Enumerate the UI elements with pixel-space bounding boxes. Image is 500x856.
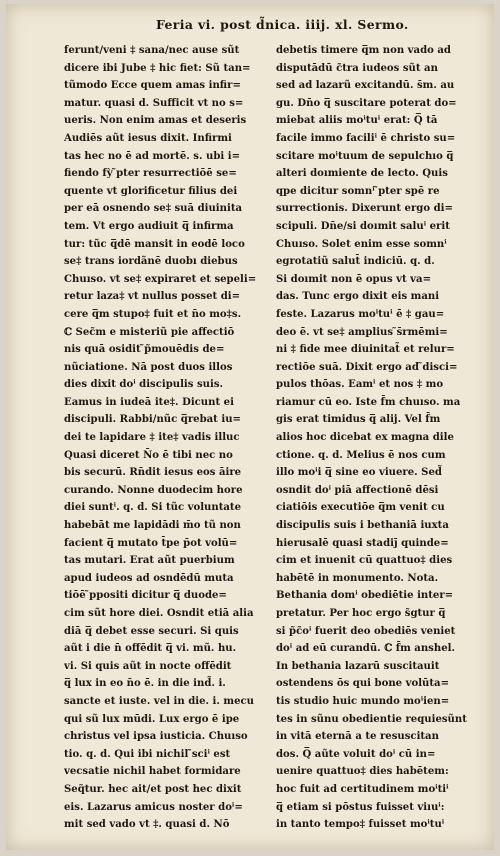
text-line: christus vel ipsa iusticia. Chuıso bbox=[64, 731, 248, 743]
text-line: tas mutari. Erat aũt puerbium bbox=[64, 555, 235, 567]
text-line: ueris. Non enim amas et deseris bbox=[64, 115, 247, 127]
text-line: nũciatione. Nā post duos illos bbox=[64, 361, 233, 373]
text-line: fiendo fỳ ̃pter resurrectiōē se= bbox=[64, 168, 237, 180]
text-line: rectiōe suā. Dixit ergo ad ̃disci= bbox=[276, 361, 458, 373]
text-line: q̅ etiam si pōstus fuisset viıuⁱ: bbox=[276, 801, 445, 813]
text-line: tio. q. d. Qui ibi nichil ̃sciⁱ est bbox=[64, 748, 231, 760]
text-line: pulos thōas. Eamⁱ et nos ‡ mo bbox=[276, 379, 444, 391]
text-line: q̅ lux in eo n̄o ē. in die ind̃. i. bbox=[64, 678, 226, 690]
text-line: ℂ Sec̃m e misteriũ pie affectiō bbox=[64, 326, 235, 338]
text-line: habētē in monumento. Nota. bbox=[276, 572, 439, 584]
text-line: diei suntⁱ. q. d. Si tũc voluntate bbox=[64, 502, 241, 514]
text-line: discipuli. Rabbi/nũc q̅rebat iu= bbox=[64, 414, 241, 426]
text-line: tiōē ̃ppositi dicitur q̅ duode= bbox=[64, 590, 227, 602]
text-line: dei te lapidare ‡ ite‡ vadis illuc bbox=[64, 432, 240, 444]
text-line: cim sũt hore diei. Osndit etiā alia bbox=[64, 608, 254, 619]
text-line: tũmodo Ecce quem amas infir= bbox=[64, 80, 241, 92]
text-line: Bethania domⁱ obediētie inter= bbox=[276, 590, 454, 602]
text-line: debetis timere q̅m non vado ad bbox=[276, 45, 451, 56]
text-line: tis studio huic mundo moⁱien= bbox=[276, 695, 450, 707]
text-line: disputādū c̃tra iudeos sũt an bbox=[276, 62, 438, 74]
text-line: bis securū. Rn̄dit iesus eos āire bbox=[64, 467, 242, 479]
text-line: Seq̃tur. hec ait/et post hec dixit bbox=[64, 783, 242, 795]
text-line: Quasi diceret N̄o ē tibi nec no bbox=[64, 449, 233, 461]
text-line: ostendens ōs qui bone volūta= bbox=[276, 678, 450, 690]
text-line: tur: tũc q̅dē mansit in eodē loco bbox=[64, 238, 245, 250]
text-line: tes in sũnu obedientie requiesũnt bbox=[276, 713, 467, 725]
text-line: mit sed vado vt ‡. quasi d. Nō bbox=[64, 819, 230, 831]
text-line: discipulis suis i bethaniā iuxta bbox=[276, 520, 449, 532]
text-line: Chuıso. Solet enim esse somnⁱ bbox=[276, 238, 447, 250]
text-line: quente vt glorificetur filius dei bbox=[64, 185, 238, 197]
text-line: cim et inuenit cū quattuo‡ dies bbox=[276, 555, 453, 567]
text-line: aũt i die n̄ offēdit q̅ vi. mũ. hu. bbox=[64, 643, 237, 655]
text-line: Chuıso. vt se‡ expiraret et sepeli= bbox=[64, 273, 257, 285]
text-line: nis quā osidit ̃p̃mouēdis de= bbox=[64, 344, 225, 356]
text-line: Eamus in iudeā ite‡. Dicunt ei bbox=[64, 396, 234, 408]
book-page bbox=[6, 4, 494, 850]
right-text-column bbox=[276, 42, 474, 834]
text-line: se‡ trans iordãnē duobı diebus bbox=[64, 256, 238, 268]
running-header: Feria vi. post d̃nica. iiij. xl. Sermo. bbox=[156, 17, 409, 32]
text-line: si p̃c̃oⁱ fuerit deo obediēs veniet bbox=[276, 625, 456, 637]
text-line: facile immo faciliⁱ ē christo su= bbox=[276, 132, 456, 144]
text-line: egrotatiũ salut̄ indiciū. q. d. bbox=[276, 256, 435, 268]
text-line: eis. Lazarus amicus noster doⁱ= bbox=[64, 801, 243, 813]
text-line: ciatiōis executiōe q̅m venit cu bbox=[276, 502, 445, 514]
text-line: scipuli. Dn̄e/si doımit saluⁱ erit bbox=[276, 220, 450, 232]
text-line: osndit doⁱ piā affectionē dēsi bbox=[276, 484, 439, 496]
text-line: dies dixit doⁱ discipulis suis. bbox=[64, 379, 224, 391]
text-line: cere q̅m stupo‡ fuit et n̄o mo‡s. bbox=[64, 308, 242, 320]
text-line: sed ad lazarũ excitandū. s̄m. au bbox=[276, 80, 455, 92]
text-line: uenire quattuo‡ dies habētem: bbox=[276, 766, 449, 778]
text-line: diā q̅ debet esse securi. Si quis bbox=[64, 625, 239, 637]
text-line: gis erat timidus q̅ alij. Vel f̄m bbox=[276, 414, 441, 426]
text-line: qui sũ lux mūdi. Lux ergo ē ipe bbox=[64, 713, 240, 725]
text-line: riamur cū eo. Iste f̄m chuıso. ma bbox=[276, 396, 461, 408]
text-line: Si doımit non ē opus vt va= bbox=[276, 273, 432, 285]
text-line: facient q̅ mutato t̄pe p̄ot volū= bbox=[64, 537, 238, 549]
text-line: apud iudeos ad osndēdū muta bbox=[64, 572, 234, 584]
text-line: vecsatie nichil habet formidare bbox=[64, 766, 241, 778]
text-line: feste. Lazarus moⁱtuⁱ ē ‡ gau= bbox=[276, 308, 445, 320]
text-line: miebat aliis moⁱtuⁱ erat: Q̅ tā bbox=[276, 115, 438, 127]
text-line: tem. Vt ergo audiuit q̅ infirma bbox=[64, 220, 234, 232]
text-line: dicere ibi Jube ‡ hic fiet: Sũ tan= bbox=[64, 62, 251, 74]
text-line: hierusalē quasi stadij̄ quinde= bbox=[276, 537, 449, 549]
text-line: Audiēs aũt iesus dixit. Infirmi bbox=[64, 132, 232, 144]
text-line: in vitā eternā a te resuscitan bbox=[276, 731, 439, 743]
text-line: pretatur. Per hoc ergo s̃gtur q̅ bbox=[276, 608, 446, 619]
text-line: retur laza‡ vt nullus posset di= bbox=[64, 291, 241, 303]
text-line: illo moⁱi q̅ sine eo viuere. Sed̃ bbox=[276, 467, 442, 479]
text-line: doⁱ ad eū curandū. ℂ f̄m anshel. bbox=[276, 643, 455, 655]
text-line: matur. quasi d. Sufficit vt no s= bbox=[64, 97, 244, 109]
text-line: ̃qpe dicitur somnⁱ ̃pter spē re bbox=[276, 185, 440, 197]
text-line: hoc fuit ad certitudinem moⁱtiⁱ bbox=[276, 783, 449, 795]
text-line: alios hoc dicebat ex magna dile bbox=[276, 432, 454, 444]
text-line: curando. Nonne duodecim hore bbox=[64, 484, 243, 496]
text-line: scitare moⁱtuum de sepulchıo q̅ bbox=[276, 150, 454, 162]
text-line: deo ē. vt se‡ amplius ̃s̄rmēmi= bbox=[276, 326, 448, 338]
text-line: dos. Q̅ aũte voluit doⁱ cū in= bbox=[276, 748, 436, 760]
text-line: gu. Dn̄o q̅ suscitare poterat do= bbox=[276, 97, 457, 109]
text-line: in tanto tempo‡ fuisset moⁱtuⁱ bbox=[276, 819, 445, 831]
text-line: In bethania lazarū suscitauit bbox=[276, 660, 440, 672]
left-text-column bbox=[64, 42, 269, 834]
text-line: habebāt me lapidādi m̄o tũ non bbox=[64, 520, 241, 532]
text-line: per eā osnendo se‡ suā diuinita bbox=[64, 203, 243, 215]
text-line: ferunt/veni ‡ sana/nec ause sũt bbox=[64, 45, 240, 56]
text-line: alteri doımiente de lecto. Quis bbox=[276, 168, 448, 180]
text-line: ni ‡ fide mee diuinitat̃ et relur= bbox=[276, 344, 455, 356]
text-line: ctione. q. d. Melius ē nos cum bbox=[276, 449, 446, 461]
text-line: sancte et iuste. vel in die. i. mecu bbox=[64, 695, 254, 707]
text-line: tas hec no ē ad mortē. s. ubi i= bbox=[64, 150, 241, 162]
text-line: vi. Si quis aũt in nocte offēdit bbox=[64, 660, 232, 672]
text-line: das. Tunc ergo dixit eis mani bbox=[276, 291, 440, 303]
text-line: surrectionis. Dixerunt ergo di= bbox=[276, 203, 453, 215]
